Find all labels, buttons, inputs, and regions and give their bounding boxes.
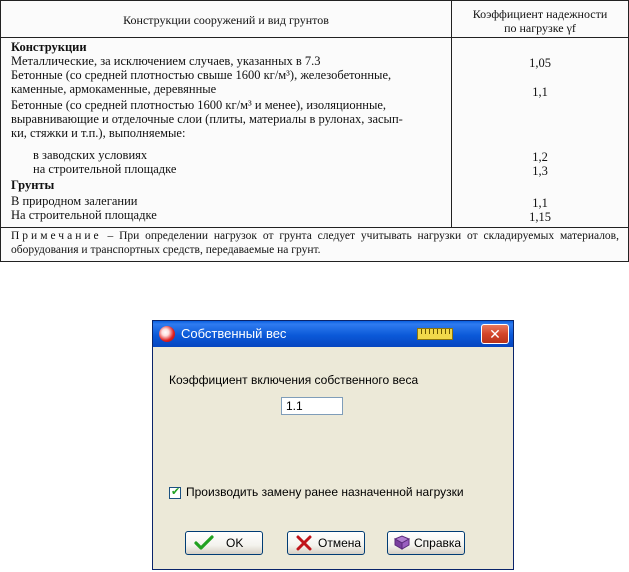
table-row-value: 1,3 <box>532 164 548 178</box>
ruler-icon <box>417 328 453 340</box>
norms-table <box>0 0 629 262</box>
table-row-text: на строительной площадке <box>33 162 177 176</box>
table-header-coefficient-line1: Коэффициент надежности <box>472 7 608 21</box>
table-divider-note <box>1 227 628 228</box>
table-row-value: 1,05 <box>529 56 551 70</box>
help-button-label: Справка <box>414 536 462 550</box>
table-row-text: Конструкции <box>11 40 87 54</box>
table-header-construction: Конструкции сооружений и вид грунтов <box>123 13 329 27</box>
self-weight-dialog <box>152 320 514 570</box>
table-row-text: ки, стяжки и т.п.), выполняемые: <box>11 126 186 140</box>
table-row-value: 1,1 <box>532 196 548 210</box>
help-button[interactable] <box>387 531 465 555</box>
cancel-button-label: Отмена <box>318 536 362 550</box>
ok-button-label: OK <box>226 536 244 550</box>
table-row-text: Бетонные (со средней плотностью свыше 1600 кг/м³), железобетонные, <box>11 68 392 82</box>
checkmark-icon: ✔ <box>171 486 181 498</box>
table-row-text: В природном залегании <box>11 194 138 208</box>
self-weight-coefficient-label: Коэффициент включения собственного веса <box>169 373 419 387</box>
self-weight-coefficient-input[interactable] <box>281 397 343 415</box>
table-row-text: На строительной площадке <box>11 208 157 222</box>
replace-load-checkbox-label[interactable]: Производить замену ранее назначенной нагрузки <box>186 485 464 499</box>
table-row-value: 1,15 <box>529 210 551 224</box>
table-header-coefficient <box>452 7 628 35</box>
table-row-text: Грунты <box>11 178 55 192</box>
check-icon <box>194 535 214 551</box>
table-row-text: Металлические, за исключением случаев, указанных в 7.3 <box>11 54 321 68</box>
table-row-text: каменные, армокаменные, деревянные <box>11 82 217 96</box>
table-divider-header <box>1 37 628 38</box>
x-icon <box>296 535 312 551</box>
book-icon <box>393 535 411 551</box>
table-row-text: выравнивающие и отделочные слои (плиты, материалы в рулонах, засып- <box>11 112 403 126</box>
table-note-text: – При определении нагрузок от грунта следует учитывать нагрузки от складируемых материалов, оборудования и транспортных средств, передаваемые на грунт. <box>11 230 619 256</box>
close-button[interactable]: ✕ <box>481 324 509 344</box>
cancel-button[interactable] <box>287 531 365 555</box>
ok-button[interactable] <box>185 531 263 555</box>
dialog-titlebar[interactable] <box>153 321 513 347</box>
replace-load-checkbox[interactable] <box>169 487 181 499</box>
app-icon <box>159 326 175 342</box>
dialog-title: Собственный вес <box>181 326 287 341</box>
table-note <box>11 229 619 257</box>
table-row-value: 1,2 <box>532 150 548 164</box>
table-header-coefficient-line2: по нагрузке γf <box>504 21 576 35</box>
table-note-lead: Примечание <box>11 230 102 242</box>
table-row-text: в заводских условиях <box>33 148 148 162</box>
table-row-text: Бетонные (со средней плотностью 1600 кг/м³ и менее), изоляционные, <box>11 98 387 112</box>
table-row-value: 1,1 <box>532 85 548 99</box>
